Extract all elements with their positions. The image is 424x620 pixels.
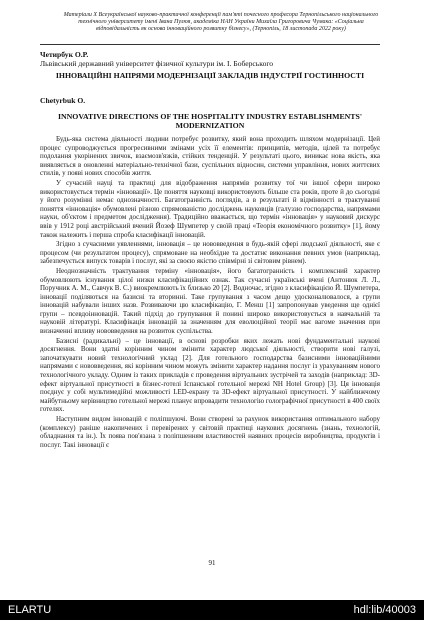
author-name-en: Chetyrbuk O. — [40, 96, 86, 105]
title-en: INNOVATIVE DIRECTIONS OF THE HOSPITALITY INDUSTRY ESTABLISHMENTS' MODERNIZATION — [57, 112, 363, 130]
paragraph: Неоднозначність трактування терміну «інновація», його багатогранність і комплексний характер обумовлюють існування цілої низки класифікаційних ознак. Так сучасні українські вчені (Антонюк Л. Л., Поручник А. М., Савчук В. С.) виокремлюють їх близько 20 [2]. Водночас, згідно з класифікацією Й. Шумпетера, інновації поділяються на базисні та вторинні. Таке групування з часом дещо удосконалювалося, а групи інновацій набували інших назв. Розвиваючи цю класифікацію, Г. Менш [1] запропонував уведення ще однієї групи – псевдоінновацій. Такий підхід до групування й понині широко використовується в навчальній та науковій літературі. Класифікація інновацій за значенням для еволюційної теорії має вагоме значення при визначенні впливу нововведення на розвиток суспільства. — [40, 266, 380, 336]
page-number: 91 — [208, 559, 216, 567]
paragraph: У сучасній науці та практиці для відображення напрямів розвитку тої чи іншої сфери широко використовується термін «інновації». Це поняття науковці використовують більше ста років, проте й до сьогодні у його розумінні немає однозначності. Багатогранність поглядів, а в результаті й відмінності в трактуванні поняття «інновація» обумовлені різною спрямованістю досліджень науковців (галуззю господарства, напрямами науки, об'єктом і предметом дослідження). Традиційно вважається, що термін «інновація» у науковий дискурс ввів у 1912 році австрійський вчений Йозеф Шумпетер у своїй праці «Теорія економічного розвитку» [1], йому також належить і перша спроба класифікації інновацій. — [40, 178, 380, 239]
author-name-ua: Четирбук О.Р. — [40, 50, 89, 59]
paragraph: Базисні (радикальні) – це інновації, в основі розробки яких лежать нові фундаментальні наукові досягнення. Вони здатні корінним чином змінити характер людської діяльності, створити нові галузі, започаткувати новий технологічний уклад [2]. Для готельного господарства базисними інноваційними напрямами є нововведення, які корінним чином можуть змінити характер надання послуг із урахуванням нового технологічного укладу. Одним із таких прикладів є проведення віртуальних зустрічей та заходів (наприклад: 3D-ефект віртуальної присутності в бізнес-готелі Іспанської готельної мережі NH Hotel Group) [3]. Ця інновація поєднує у собі мультимедійні можливості LED-екрану та 3D-ефект віртуальної присутності. У найближчому майбутньому керівництво готельної мережі планує впровадити технологію голографічної присутності в 400 своїх готелях. — [40, 336, 380, 414]
conference-header: Матеріали Х Всеукраїнської науково-практичної конференції пам'яті почесного професора Тернопільського національного технічного університету імені Івана Пулюя, академіка НАН України Михаїла Григоровича Чумака: «Соціальна відповідальність як основа інноваційного розвитку бізнесу», (Тернопіль, 18 листопада 2022 року) — [63, 12, 379, 33]
paragraph: Згідно з сучасними уявленнями, інновація – це нововведення в будь-якій сфері людської діяльності, яке є процесом (чи результатом процесу), спрямоване на необхідне та достатнє виконання певних умов (наприклад, забезпечується випуск товарів і послуг, які за своєю якістю співмірні зі світовим рівнем). — [40, 240, 380, 266]
title-ua: ІННОВАЦІЙНІ НАПРЯМИ МОДЕРНІЗАЦІЇ ЗАКЛАДІВ ІНДУСТРІЇ ГОСТИННОСТІ — [55, 71, 365, 80]
handle-identifier: hdl:lib/40003 — [353, 604, 416, 616]
repository-name: ELARTU — [8, 604, 52, 616]
repository-footer-bar — [0, 600, 424, 620]
author-affiliation-ua: Львівський державний університет фізичної культури ім. І. Боберського — [40, 59, 274, 68]
paragraph: Наступним видом інновацій є поліпшуючі. Вони створені за рахунок використання оптимального набору (комплексу) раніше накопичених і перевірених у світовій практиці наукових досягнень (знань, технологій, обладнання та ін.). Їх поява пов'язана з поліпшенням властивостей наявних процесів виробництва, продуктів і послуг. Такі інновації є — [40, 415, 380, 449]
header-rule — [40, 44, 380, 45]
paragraph: Будь-яка система діяльності людини потребує розвитку, який вона проходить шляхом модернізації. Цей процес супроводжується прогресивними змінами усіх її елементів: принципів, методів, цілей та потребує подолання укорінених звичок, взаємозв'язків, стійких тенденцій. У результаті цього, виникає нова якість, яка виявляється в оновленні матеріально-технічної бази, суспільних відносин, системи управління, нових життєвих стилів, у появі нових способів життя. — [40, 135, 380, 178]
article-body — [40, 135, 380, 450]
